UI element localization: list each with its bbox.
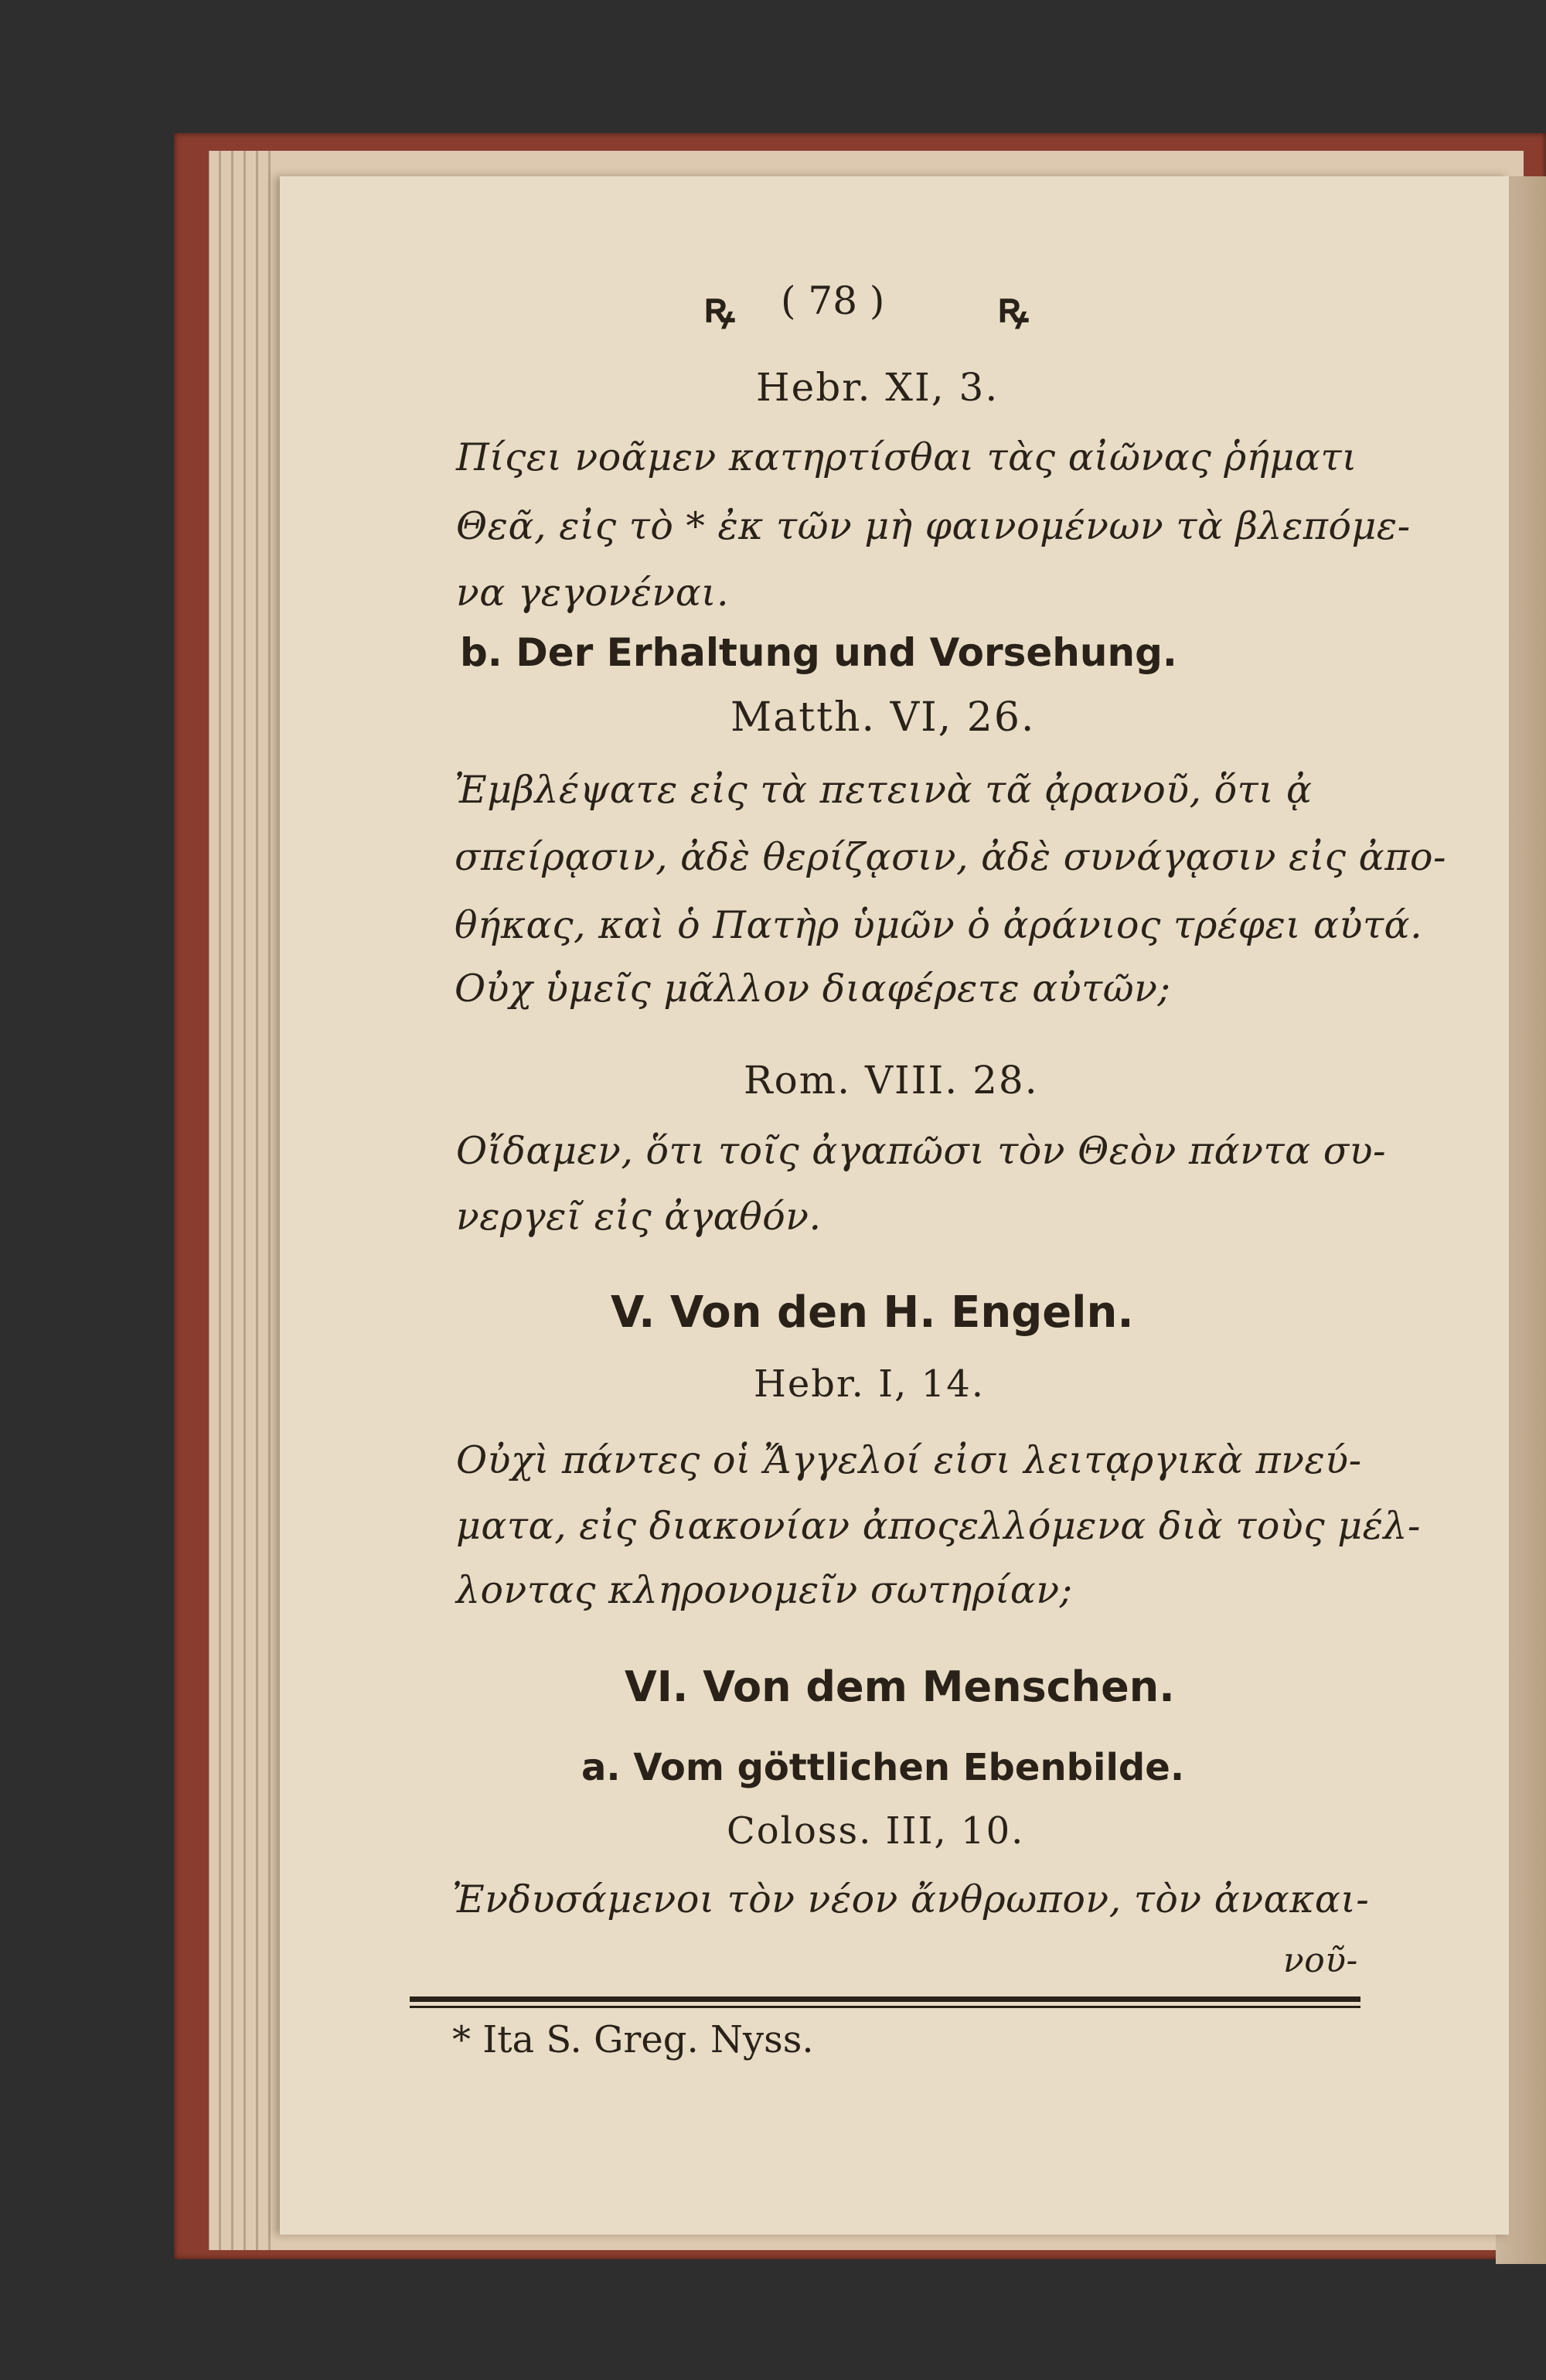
section-heading: VI. Von dem Menschen. <box>625 1662 1175 1711</box>
greek-verse-line: Ἐνδυσάμενοι τὸν νέον ἄνθρωπον, τὸν ἀνακαι- <box>452 1877 1370 1921</box>
section-subheading: a. Vom göttlichen Ebenbilde. <box>581 1746 1185 1789</box>
footnote-rule <box>410 1996 1360 2002</box>
greek-verse-line: ματα, εἰς διακονίαν ἀποςελλόμενα διὰ τοὺς μέλ- <box>456 1504 1421 1548</box>
footnote-rule-thin <box>410 2006 1360 2008</box>
scripture-reference: Hebr. I, 14. <box>754 1362 985 1406</box>
catchword: νοῦ- <box>1283 1941 1358 1980</box>
scripture-reference: Coloss. III, 10. <box>727 1809 1025 1853</box>
page-number: ( 78 ) <box>781 278 885 323</box>
greek-verse-line: σπείρᾳσιν, ἀδὲ θερίζᾳσιν, ἀδὲ συνάγᾳσιν εἰς ἀπο- <box>455 835 1447 879</box>
section-heading: b. Der Erhaltung und Vorsehung. <box>460 630 1177 675</box>
scripture-reference: Matth. VI, 26. <box>730 694 1036 741</box>
greek-verse-line: Οὐχὶ πάντες οἱ Ἄγγελοί εἰσι λειτᾳργικὰ πνεύ- <box>456 1438 1362 1482</box>
footnote: * Ita S. Greg. Nyss. <box>452 2018 814 2061</box>
ornament-left: ꝶ <box>703 282 735 332</box>
greek-verse-line: λοντας κληρονομεῖν σωτηρίαν; <box>456 1568 1073 1612</box>
greek-verse-line: Ἐμβλέψατε εἰς τὰ πετεινὰ τᾶ ᾀρανοῦ, ὅτι ᾀ <box>455 768 1313 812</box>
scripture-reference: Hebr. XI, 3. <box>756 365 999 410</box>
section-heading: V. Von den H. Engeln. <box>611 1287 1134 1338</box>
scripture-reference: Rom. VIII. 28. <box>744 1058 1039 1103</box>
greek-verse-line: Πίςει νοᾶμεν κατηρτίσθαι τὰς αἰῶνας ῥήματι <box>456 435 1357 479</box>
greek-verse-line: θήκας, καὶ ὁ Πατὴρ ὑμῶν ὁ ἀράνιος τρέφει αὐτά. <box>455 903 1423 947</box>
greek-verse-line: νεργεῖ εἰς ἀγαθόν. <box>456 1195 822 1239</box>
greek-verse-line: να γεγονέναι. <box>456 571 730 615</box>
greek-verse-line: Οὐχ ὑμεῖς μᾶλλον διαφέρετε αὐτῶν; <box>455 967 1171 1011</box>
ornament-right: ꝶ <box>997 282 1029 332</box>
greek-verse-line: Οἴδαμεν, ὅτι τοῖς ἀγαπῶσι τὸν Θεὸν πάντα συ- <box>456 1129 1387 1173</box>
greek-verse-line: Θεᾶ, εἰς τὸ * ἐκ τῶν μὴ φαινομένων τὰ βλεπόμε- <box>456 504 1411 548</box>
